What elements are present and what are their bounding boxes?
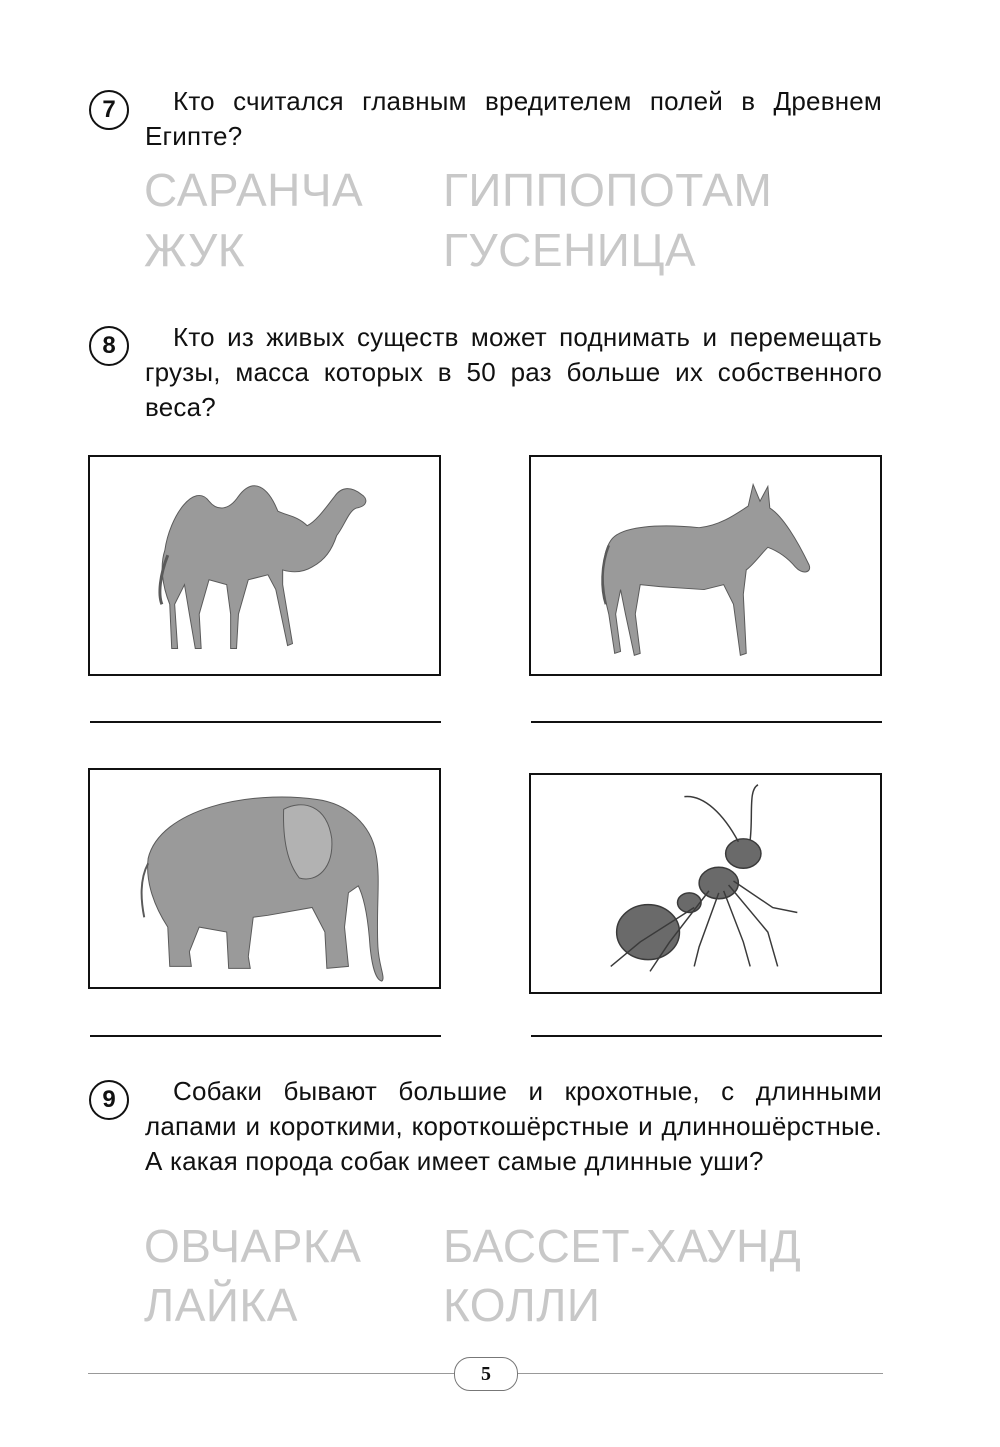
- question-7-number: 7: [89, 90, 129, 130]
- camel-answer-line[interactable]: [90, 721, 441, 723]
- question-9-option-2[interactable]: БАССЕТ-ХАУНД: [443, 1220, 802, 1272]
- camel-image: [90, 457, 439, 674]
- question-8-text: [145, 320, 882, 425]
- question-7-text-content: Кто считался главным вредителем полей в Древнем Египте?: [145, 86, 882, 151]
- ant-image: [531, 775, 880, 992]
- question-7-option-1[interactable]: САРАНЧА: [144, 164, 364, 216]
- elephant-image-frame[interactable]: [88, 768, 441, 989]
- question-9-text: [145, 1074, 882, 1179]
- question-9-option-4[interactable]: КОЛЛИ: [443, 1279, 601, 1331]
- ant-answer-line[interactable]: [531, 1035, 882, 1037]
- question-8-number: 8: [89, 326, 129, 366]
- ant-image-frame[interactable]: [529, 773, 882, 994]
- question-7-option-3[interactable]: ЖУК: [144, 224, 246, 276]
- question-7-option-4[interactable]: ГУСЕНИЦА: [443, 224, 697, 276]
- donkey-image-frame[interactable]: [529, 455, 882, 676]
- donkey-image: [531, 457, 880, 674]
- camel-image-frame[interactable]: [88, 455, 441, 676]
- question-9-text-content: Собаки бывают большие и крохотные, с длинными лапами и короткими, короткошёрстные и длинношёрстные. А какая порода собак имеет самые длинные уши?: [145, 1076, 882, 1176]
- question-8-text-content: Кто из живых существ может поднимать и перемещать грузы, масса которых в 50 раз больше их собственного веса?: [145, 322, 882, 422]
- question-9-option-3[interactable]: ЛАЙКА: [144, 1279, 298, 1331]
- donkey-answer-line[interactable]: [531, 721, 882, 723]
- elephant-image: [90, 770, 439, 987]
- elephant-answer-line[interactable]: [90, 1035, 441, 1037]
- question-9-number: 9: [89, 1080, 129, 1120]
- page-number: 5: [454, 1357, 518, 1391]
- question-7-option-2[interactable]: ГИППОПОТАМ: [443, 164, 773, 216]
- question-9-option-1[interactable]: ОВЧАРКА: [144, 1220, 362, 1272]
- question-7-text: [145, 84, 882, 154]
